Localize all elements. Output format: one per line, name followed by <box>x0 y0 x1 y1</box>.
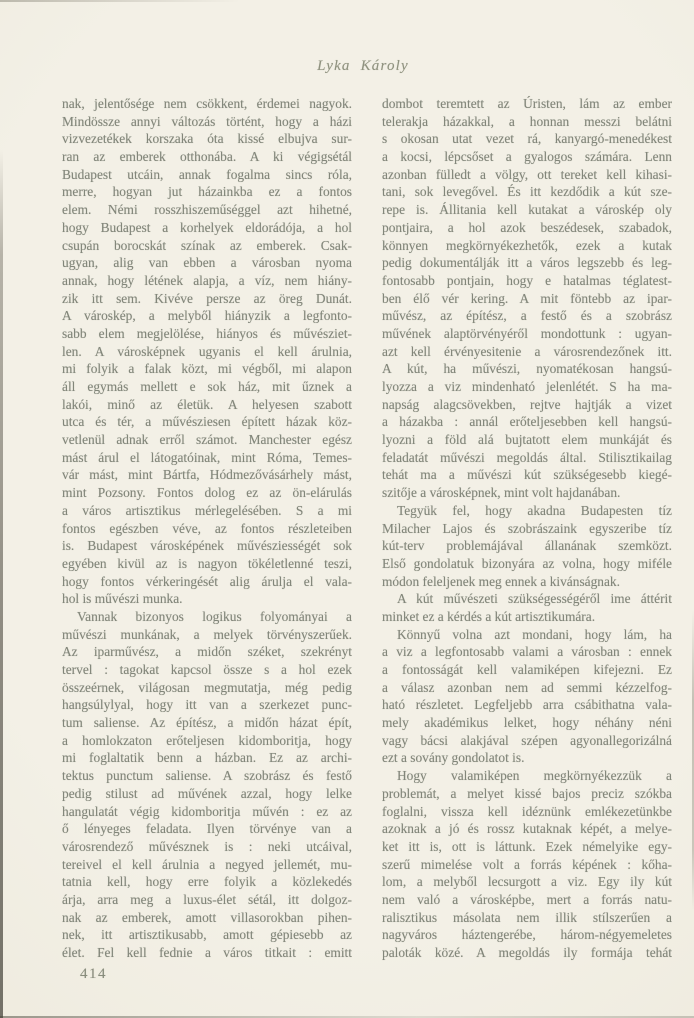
text-line: csupán borocskát színak az emberek. Csak- <box>62 237 352 253</box>
text-line: nem való a városképbe, mert a forrás natu- <box>382 891 672 907</box>
text-line: ezt a sovány gondolatot is. <box>382 750 525 766</box>
column-right <box>382 95 672 962</box>
paragraph <box>62 608 352 962</box>
text-line: zik itt sem. Kivéve persze az öreg Dunát. <box>62 290 352 306</box>
text-line: mi foglaltatik benn a házban. Ez az archi- <box>62 750 352 766</box>
text-line: művének alaptörvényéről mondottunk : ugyan- <box>382 325 672 341</box>
text-line: árja, arra meg a luxus-élet sétál, itt dolgoz- <box>62 891 352 907</box>
paragraph-continuation <box>382 95 672 502</box>
text-line: vizvezetékek korszaka óta kissé elbujva sur- <box>62 131 352 147</box>
text-line: hangsúlylyal, hogy itt van a szerkezet punc- <box>62 697 352 713</box>
text-line: ható részletet. Legfeljebb arra csábithatna vala- <box>382 697 672 713</box>
text-line: tereivel el kell árulnia a negyed jellemét, mu- <box>62 856 352 872</box>
text-line: nagyváros háztengerébe, három-négyemeletes <box>382 927 672 943</box>
text-line: lyozza a viz mindenható jelenlétét. S ha ma- <box>382 379 672 394</box>
text-line: Milacher Lajos és szobrászaink egyszeribe tíz <box>382 520 672 536</box>
scan-edge-artifact-left <box>0 150 3 1018</box>
paragraph <box>382 590 672 625</box>
text-line: nak, jelentősége nem csökkent, érdemei nagyok. <box>62 96 352 111</box>
text-line: vagy bácsi alakjával szépen agyonallegorizálná <box>382 732 672 748</box>
text-line: azt kell érvényesitenie a városrendezőnek itt. <box>382 343 672 359</box>
text-block <box>62 95 673 962</box>
text-line: feladatát művészi megoldás által. Stilisztikailag <box>382 449 672 465</box>
text-line: összeérnek, világosan megmutatja, még pedig <box>62 679 352 695</box>
text-line: a homlokzaton erőteljesen kidomboritja, hogy <box>62 732 352 748</box>
text-line: Könnyű volna azt mondani, hogy lám, ha <box>397 626 672 642</box>
text-line: mint Pozsony. Fontos dolog ez az ön-elárulás <box>62 485 352 501</box>
text-line: problemát, a melyet kissé bajos preciz szókba <box>382 785 672 801</box>
column-left <box>62 95 352 962</box>
text-line: kút-terv problemájával állanának szemközt. <box>382 538 672 554</box>
text-line: lyozni a föld alá bujtatott elem munkáját és <box>382 432 672 448</box>
text-line: foglalni, vissza kell idéznünk emlékezetünkbe <box>382 803 672 819</box>
text-line: tani, sok levegővel. És itt kezdődik a kút sze- <box>382 184 672 200</box>
text-line: tum saliense. Az építész, a midőn házat épít, <box>62 715 352 731</box>
text-line: ket itt is, ott is láttunk. Ezek némelyike egy- <box>382 838 672 854</box>
text-line: szitője a városképnek, mint volt hajdanában. <box>382 485 621 501</box>
text-line: a házakba : annál erőteljesebben kell hangsú- <box>382 414 672 430</box>
text-line: Hogy valamiképen megkörnyékezzük a <box>397 768 672 784</box>
text-line: vetlenül adnak erről számot. Manchester egész <box>62 432 352 448</box>
text-line: len. A városképnek ugyanis el kell árulnia, <box>62 343 352 359</box>
text-line: művész, az építész, a festő és a szobrász <box>382 308 672 324</box>
text-line: nak az emberek, amott villasorokban pihen- <box>62 909 352 925</box>
paragraph-continuation <box>62 95 352 608</box>
text-line: sabb elem megjelölése, hiányos és művésziet- <box>62 325 352 341</box>
text-line: tatnia kell, hogy erre folyik a közlekedés <box>62 874 352 890</box>
text-line: A kút művészeti szükségességéről ime áttérit <box>397 591 672 607</box>
text-line: városrendező művésznek is : neki utcáival, <box>62 838 352 854</box>
text-line: élet. Fel kell fednie a város titkait : emitt <box>62 945 352 960</box>
text-line: annak, hogy létének alapja, a víz, nem hiány- <box>62 272 352 288</box>
text-line: napság alagcsövekben, rejtve hajtják a vizet <box>382 396 672 412</box>
text-line: elem. Némi rosszhiszeműséggel azt hihetné, <box>62 202 352 218</box>
text-line: telerakja házakkal, a honnan messzi belátni <box>382 113 672 129</box>
text-line: Tegyük fel, hogy akadna Budapesten tíz <box>397 502 672 518</box>
text-line: paloták közé. A megoldás ily formája tehát <box>382 945 672 960</box>
text-line: merre, hogyan jut házainkba ez a fontos <box>62 184 352 200</box>
text-line: fontosabb pontjain, hogy e hatalmas téglatest- <box>382 272 672 288</box>
text-line: Vannak bizonyos logikus folyományai a <box>77 608 352 624</box>
text-line: a válasz azonban nem ad semmi kézzelfog- <box>382 679 672 695</box>
text-line: művészi munkának, a melyek törvényszerűek. <box>62 626 352 642</box>
text-line: azonban fülledt a völgy, ott tereket kell kihasi- <box>382 166 672 182</box>
text-line: s okosan utat vezet rá, kanyargó-menedékest <box>382 131 672 147</box>
text-line: lakói, minő az életük. A helyesen szabott <box>62 396 352 412</box>
text-line: egyében kivül az is nagyon tökéletlenné teszi, <box>62 555 352 571</box>
page-number: 414 <box>80 966 107 982</box>
text-line: módon feleljenek meg ennek a kivánságnak. <box>382 573 620 589</box>
text-line: ran az emberek otthonába. A ki végigsétál <box>62 149 352 165</box>
text-line: Mindössze annyi változás történt, hogy a házi <box>62 113 352 129</box>
text-line: minket ez a kérdés a kút artisztikumára. <box>382 608 596 624</box>
text-line: a fontosságát kell valamiképen kifejezni. Ez <box>382 662 672 677</box>
text-line: a viz a legfontosabb valami a városban : ennek <box>382 644 672 660</box>
text-line: lom, a melyből lecsurgott a viz. Egy ily kút <box>382 874 672 890</box>
text-line: a kocsi, lépcsőset a gyalogos számára. Lenn <box>382 149 672 165</box>
text-line: fontos egészben véve, az fontos részleteiben <box>62 520 352 536</box>
text-line: Budapest utcáin, annak fogalma sincs róla, <box>62 166 352 182</box>
text-line: hol is művészi munka. <box>62 591 183 607</box>
text-line: tervel : tagokat kapcsol össze s a hol ezek <box>62 662 352 677</box>
text-line: azoknak a jó és rossz kutaknak képét, a melye- <box>382 821 672 837</box>
text-line: Az iparművész, a midőn széket, szekrényt <box>62 644 352 660</box>
text-line: ralisztikus másolata nem illik stílszerűen a <box>382 909 672 925</box>
text-line: mást árul el látogatóinak, mint Róma, Temes- <box>62 449 352 465</box>
text-line: tehát ma a művészi kút szükségesebb kiegé- <box>382 467 672 483</box>
text-line: A városkép, a melyből hiányzik a legfonto- <box>62 308 352 324</box>
paragraph <box>382 767 672 962</box>
text-line: utca és tér, a művésziesen épített házak köz- <box>62 414 352 430</box>
text-line: pedig dokumentálják itt a város legszebb és leg- <box>382 255 672 271</box>
text-line: repe is. Állitania kell kutakat a városkép oly <box>382 202 672 218</box>
text-line: nek, itt artisztikusabb, amott gépiesebb az <box>62 927 352 943</box>
text-line: könnyen megkörnyékezhetők, ezek a kutak <box>382 237 672 253</box>
text-line: pontjaira, a hol azok beszédesek, szabadok, <box>382 219 672 235</box>
text-line: tektus punctum saliense. A szobrász és festő <box>62 768 352 784</box>
text-line: mi folyik a falak közt, mi végből, mi alapon <box>62 361 352 377</box>
text-line: hangulatát végig kidomboritja művén : ez az <box>62 803 352 819</box>
text-line: pedig stilust ad művének azzal, hogy lelke <box>62 785 352 801</box>
text-line: ben élő vér kering. A mit föntebb az ipar- <box>382 290 672 306</box>
text-line: a város artisztikus mérlegelésében. S a mi <box>62 502 352 518</box>
text-line: áll egymás mellett e sok ház, mit űznek a <box>62 379 352 394</box>
text-line: hogy fontos vérkeringését alig árulja el vala- <box>62 573 352 589</box>
text-line: Első gondolatuk bizonyára az volna, hogy miféle <box>382 555 672 571</box>
text-line: dombot teremtett az Úristen, lám az ember <box>382 96 672 111</box>
scan-edge-artifact-top <box>0 0 240 2</box>
text-line: ugyan, alig van ebben a városban nyoma <box>62 255 352 271</box>
paragraph <box>382 502 672 590</box>
paragraph <box>382 626 672 768</box>
running-head: Lyka Károly <box>317 58 409 74</box>
text-line: mely akadémikus lelket, hogy néhány néni <box>382 715 672 731</box>
text-line: ő lényeges feladata. Ilyen törvénye van a <box>62 821 352 837</box>
text-line: vár mást, mint Bártfa, Hódmezővásárhely mást, <box>62 467 352 483</box>
text-line: szerű mimelése volt a forrás képének : kőha- <box>382 856 672 872</box>
text-line: hogy Budapest a korhelyek eldorádója, a hol <box>62 219 352 235</box>
text-line: A kút, ha művészi, nyomatékosan hangsú- <box>382 361 672 377</box>
text-line: is. Budapest városképének művésziességét sok <box>62 538 352 554</box>
